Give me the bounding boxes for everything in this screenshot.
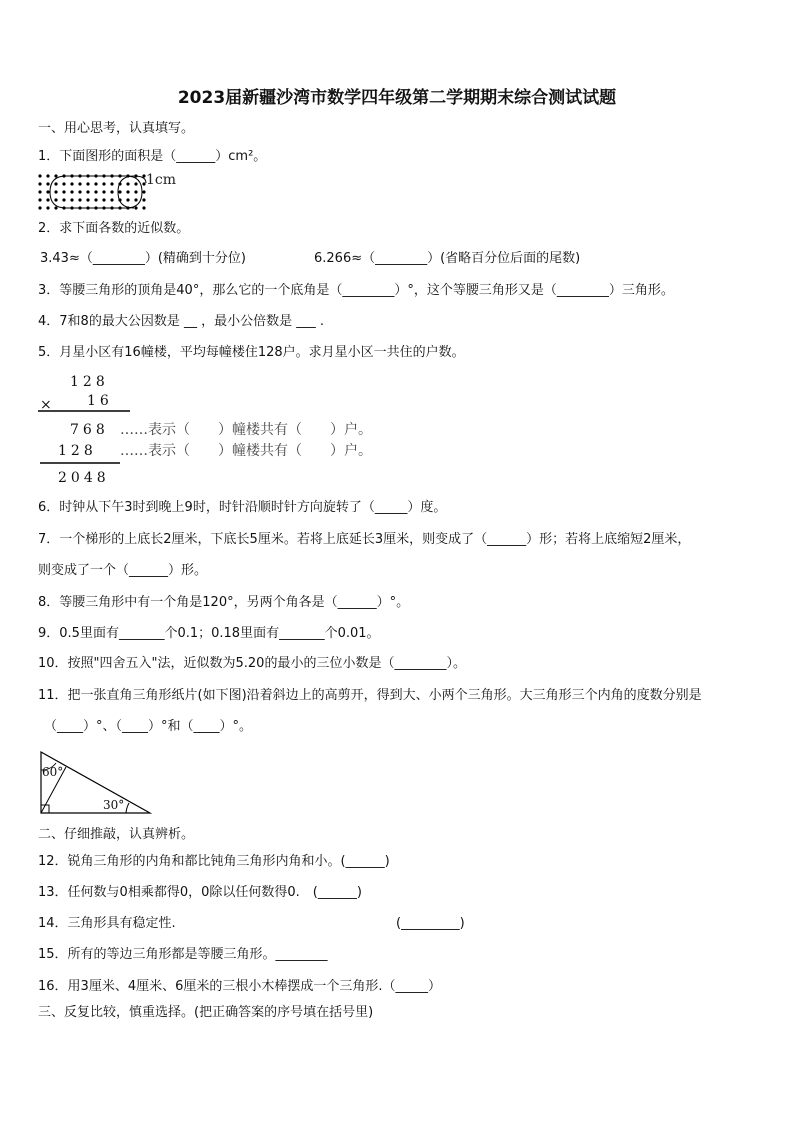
grid-dot [134,190,137,193]
grid-dot [94,190,97,193]
question-13: 13．任何数与0相乘都得0，0除以任何数得0. (______) [38,885,362,900]
grid-dot [134,198,137,201]
grid-dot [54,182,57,185]
mult-row-3-note: ……表示（ ）幢楼共有（ ）户。 [120,422,372,438]
grid-unit-label: 1cm [146,172,177,188]
angle-60-label: 60° [42,765,64,779]
grid-dot [54,198,57,201]
mult-row-1: 128 [70,374,109,390]
question-12: 12．锐角三角形的内角和都比钝角三角形内角和小。(______) [38,854,390,869]
question-9: 9．0.5里面有_______个0.1；0.18里面有_______个0.01。 [38,626,380,641]
grid-dot [126,190,129,193]
mult-operator: × [40,397,56,413]
question-6: 6．时钟从下午3时到晚上9时，时针沿顺时针方向旋转了（_____）度。 [38,500,447,515]
grid-dot [134,206,137,209]
question-10: 10．按照"四舍五入"法，近似数为5.20的最小的三位小数是（________）。 [38,656,466,671]
question-7-line-2: 则变成了一个（______）形。 [38,563,208,578]
question-4: 4．7和8的最大公因数是 __ ，最小公倍数是 ___ . [38,314,324,329]
grid-dot [46,206,49,209]
grid-dot [110,190,113,193]
grid-dot [46,182,49,185]
question-8: 8．等腰三角形中有一个角是120°，另两个角各是（______）°。 [38,595,410,610]
mult-row-4-note: ……表示（ ）幢楼共有（ ）户。 [120,443,372,459]
grid-dot [102,190,105,193]
page-title: 2023届新疆沙湾市数学四年级第二学期期末综合测试试题 [177,88,617,108]
grid-dot [62,182,65,185]
grid-dot [38,198,41,201]
grid-dot [126,198,129,201]
grid-dot [70,190,73,193]
mult-line-1 [38,410,130,413]
question-14: 14．三角形具有稳定性. [38,916,176,931]
question-2a: 3.43≈（________）(精确到十分位) [40,251,246,266]
grid-dot [78,190,81,193]
grid-dot [86,190,89,193]
grid-dot [54,190,57,193]
section-2-heading: 二、仔细推敲，认真辨析。 [38,827,195,842]
question-11-line-1: 11．把一张直角三角形纸片(如下图)沿着斜边上的高剪开，得到大、小两个三角形。大三角形三个内角的度数分别是 [38,688,702,703]
grid-dot [110,198,113,201]
grid-dot [142,190,145,193]
grid-dot [110,182,113,185]
grid-dot [142,206,145,209]
grid-dot [142,198,145,201]
question-16: 16．用3厘米、4厘米、6厘米的三根小木棒摆成一个三角形.（_____） [38,979,441,994]
grid-dot [38,182,41,185]
question-2b: 6.266≈（________）(省略百分位后面的尾数) [314,251,581,266]
section-3-heading: 三、反复比较，慎重选择。(把正确答案的序号填在括号里) [38,1005,374,1020]
grid-dot [94,198,97,201]
grid-dot [102,182,105,185]
grid-dot [38,190,41,193]
grid-dot [54,174,57,177]
grid-dot [78,198,81,201]
grid-dot [70,198,73,201]
grid-dot [86,182,89,185]
right-triangle-figure [38,750,154,816]
grid-dot [102,198,105,201]
grid-dot [38,206,41,209]
question-14-blank: (_________) [396,916,465,931]
question-1: 1．下面图形的面积是（______）cm²。 [38,149,267,164]
grid-dot [94,182,97,185]
grid-dot [78,182,81,185]
mult-row-2: 16 [87,393,113,409]
grid-dot [46,174,49,177]
mult-row-4: 128 [58,443,97,459]
grid-dot [118,190,121,193]
grid-dot [70,182,73,185]
grid-dot [126,182,129,185]
grid-dot [86,198,89,201]
grid-dot [54,206,57,209]
angle-30-label: 30° [103,798,125,812]
grid-dot [46,198,49,201]
question-5: 5．月星小区有16幢楼，平均每幢楼住128户。求月星小区一共住的户数。 [38,345,465,360]
question-11-line-2: （____）°、（____）°和（____）°。 [44,719,253,734]
grid-dot [62,190,65,193]
question-2: 2．求下面各数的近似数。 [38,221,190,236]
question-3: 3．等腰三角形的顶角是40°，那么它的一个底角是（________）°，这个等腰三角形又是（________）三角形。 [38,283,674,298]
grid-dot [62,198,65,201]
grid-dot [38,174,41,177]
question-15: 15．所有的等边三角形都是等腰三角形。________ [38,947,328,962]
mult-line-2 [40,462,120,465]
grid-dot [134,182,137,185]
mult-row-5: 2048 [58,470,110,486]
question-7-line-1: 7．一个梯形的上底长2厘米，下底长5厘米。若将上底延长3厘米，则变成了（______）形；若将上底缩短2厘米， [38,532,691,547]
grid-dot [46,190,49,193]
section-1-heading: 一、用心思考，认真填写。 [38,121,195,136]
mult-row-3: 768 [70,422,109,438]
